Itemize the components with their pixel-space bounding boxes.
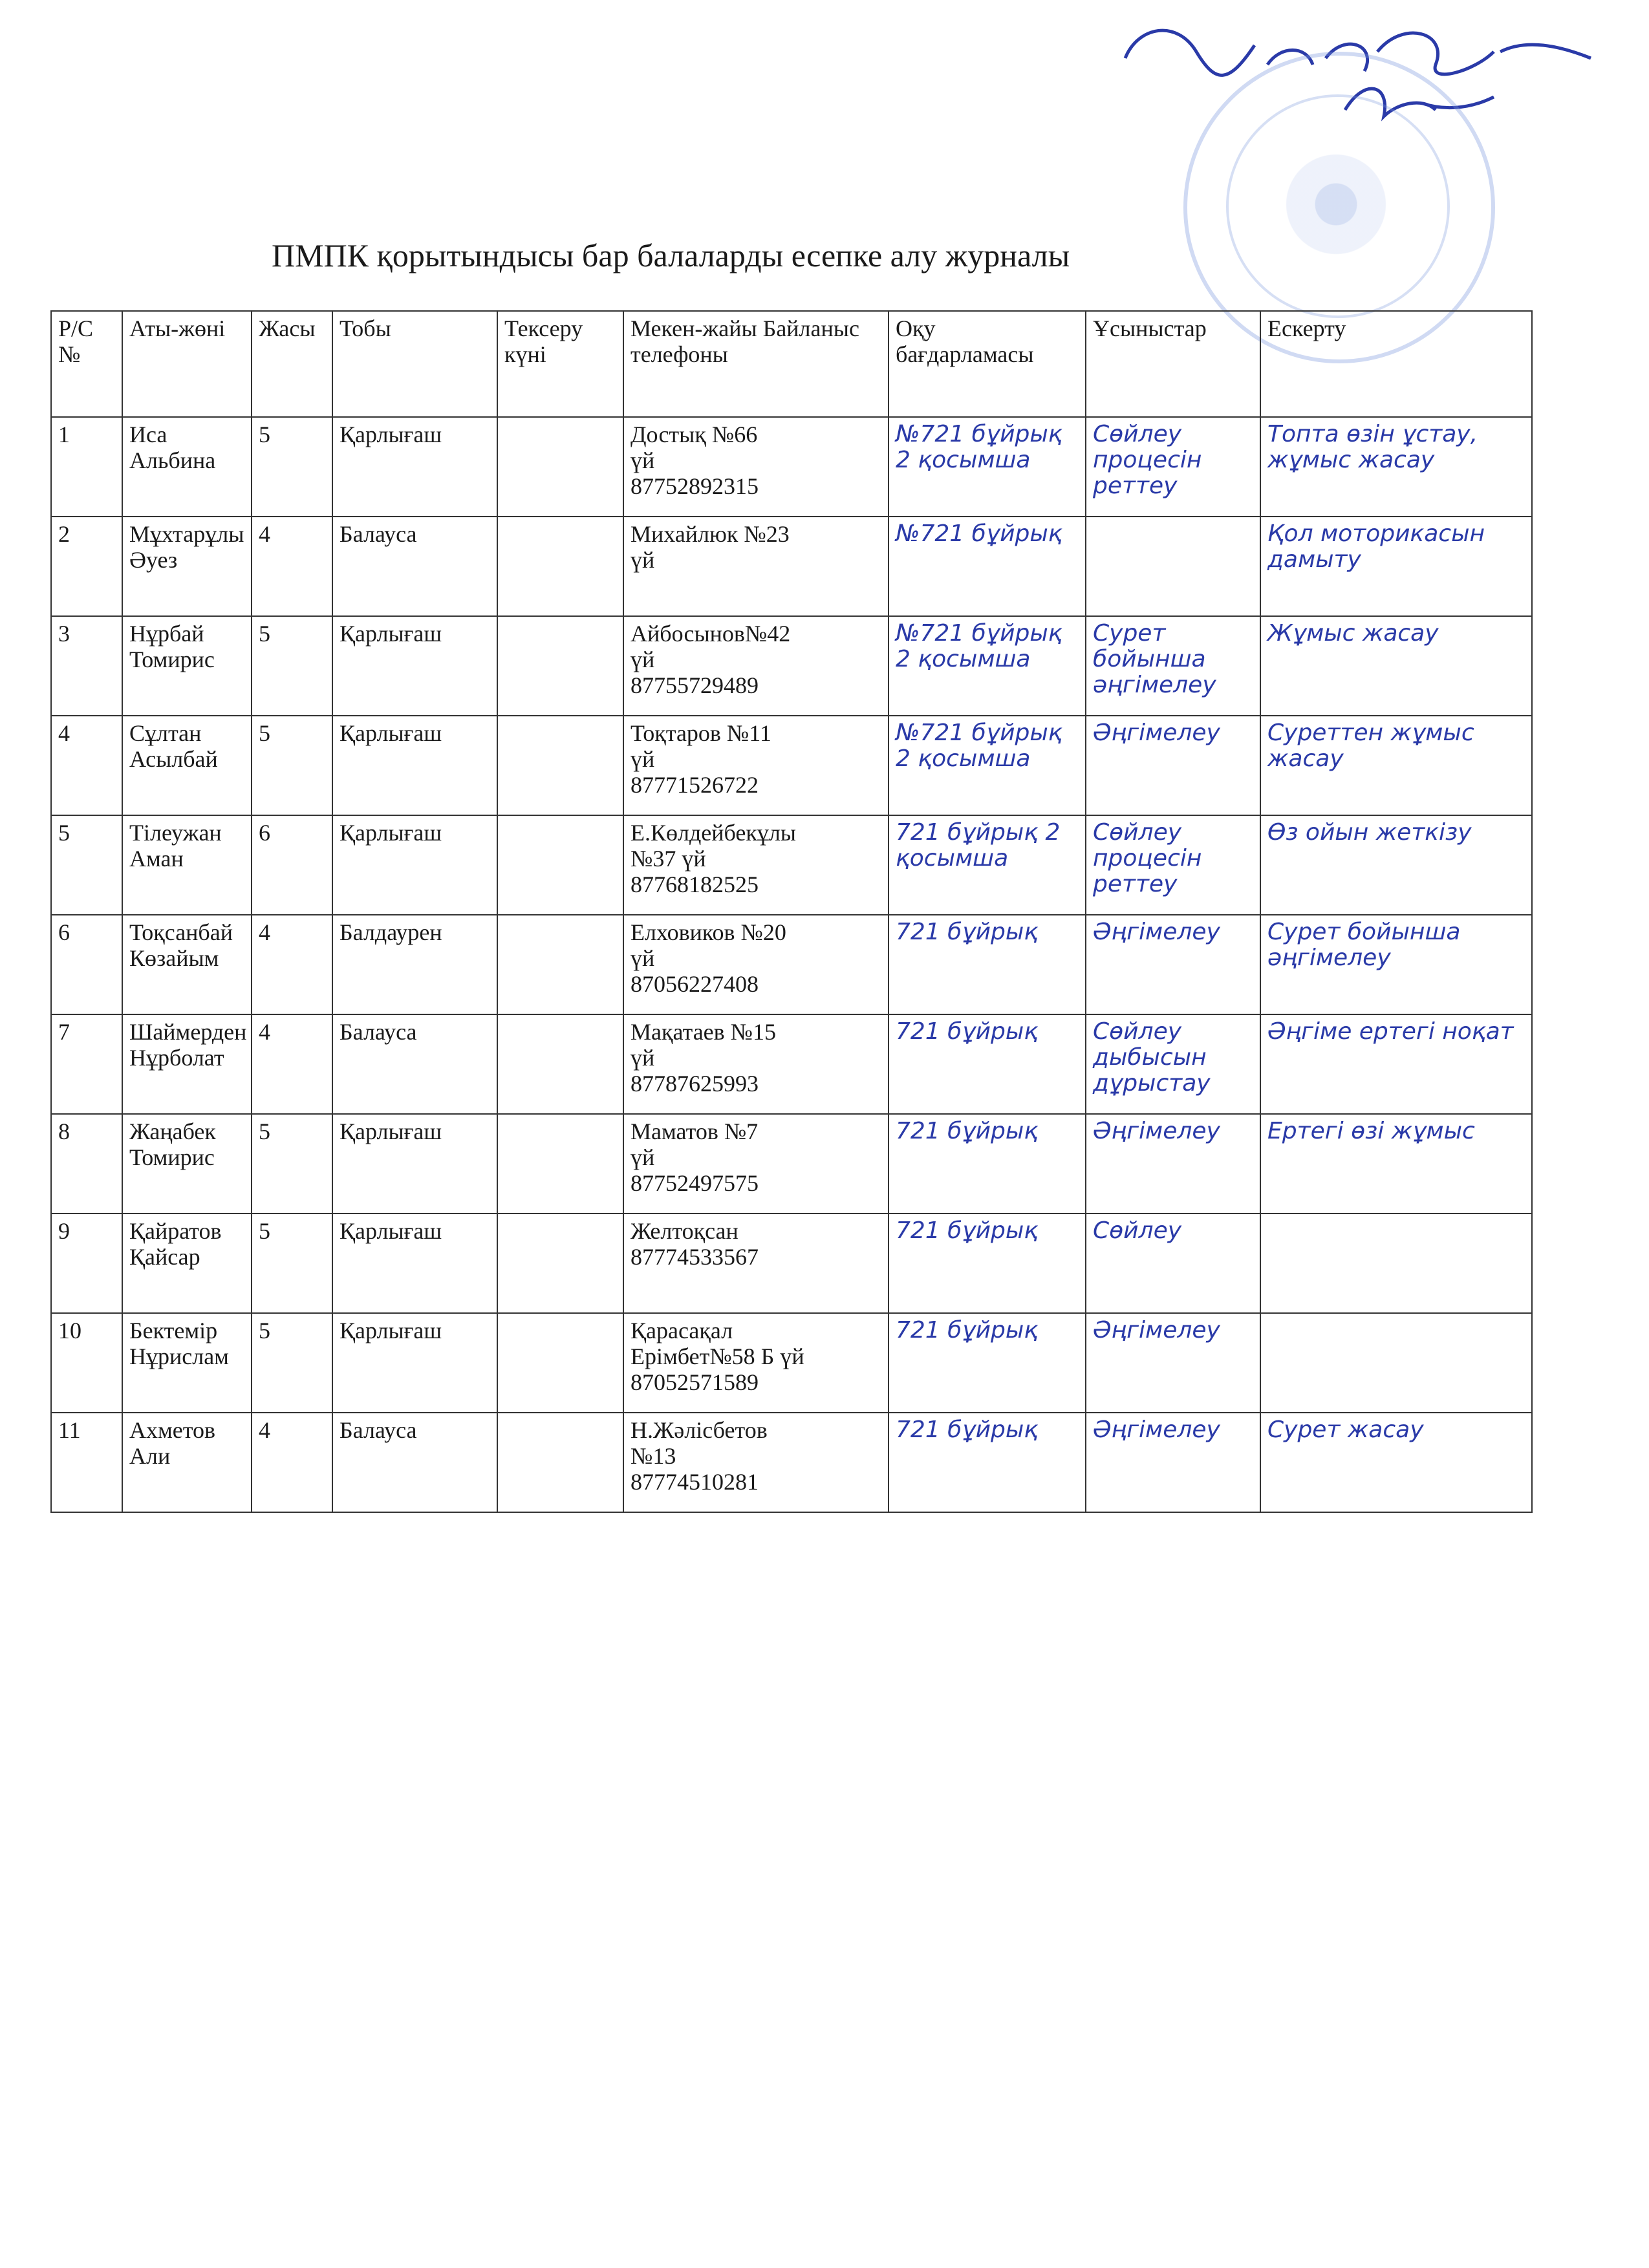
cell-recommendations: Сөйлеу xyxy=(1086,1214,1260,1313)
cell-name: Шаймерден Нұрболат xyxy=(122,1014,252,1114)
cell-address: Е.Көлдейбекұлы №37 үй 87768182525 xyxy=(623,815,889,915)
cell-recommendations: Сөйлеу процесін реттеу xyxy=(1086,417,1260,517)
cell-program: 721 бұйрық xyxy=(889,1214,1086,1313)
cell-notes: Жұмыс жасау xyxy=(1260,616,1532,716)
cell-address: Желтоқсан 87774533567 xyxy=(623,1214,889,1313)
header-name: Аты-жөні xyxy=(122,311,252,417)
cell-number: 1 xyxy=(51,417,122,517)
table-row xyxy=(51,417,1532,517)
cell-notes: Сурет жасау xyxy=(1260,1413,1532,1512)
table-body xyxy=(51,417,1532,1512)
cell-notes: Топта өзін ұстау, жұмыс жасау xyxy=(1260,417,1532,517)
cell-recommendations: Сөйлеу процесін реттеу xyxy=(1086,815,1260,915)
cell-number: 5 xyxy=(51,815,122,915)
cell-notes: Әңгіме ертегі ноқат xyxy=(1260,1014,1532,1114)
cell-number: 2 xyxy=(51,517,122,616)
stamp-emblem-icon xyxy=(1278,146,1394,262)
cell-number: 4 xyxy=(51,716,122,815)
cell-name: Жаңабек Томирис xyxy=(122,1114,252,1214)
header-program: Оқу бағдарламасы xyxy=(889,311,1086,417)
cell-number: 6 xyxy=(51,915,122,1014)
table-row xyxy=(51,1413,1532,1512)
cell-age: 5 xyxy=(252,417,332,517)
table-row xyxy=(51,815,1532,915)
cell-program: 721 бұйрық xyxy=(889,1313,1086,1413)
cell-number: 11 xyxy=(51,1413,122,1512)
cell-age: 5 xyxy=(252,1114,332,1214)
cell-number: 9 xyxy=(51,1214,122,1313)
cell-age: 4 xyxy=(252,915,332,1014)
cell-recommendations xyxy=(1086,517,1260,616)
cell-check-date xyxy=(497,716,623,815)
table-row xyxy=(51,1214,1532,1313)
table-row xyxy=(51,616,1532,716)
cell-group: Қарлығаш xyxy=(332,716,497,815)
cell-recommendations: Әңгімелеу xyxy=(1086,1413,1260,1512)
cell-address: Н.Жәлісбетов №13 87774510281 xyxy=(623,1413,889,1512)
cell-notes xyxy=(1260,1313,1532,1413)
table-row xyxy=(51,1313,1532,1413)
header-age: Жасы xyxy=(252,311,332,417)
cell-notes: Өз ойын жеткізу xyxy=(1260,815,1532,915)
cell-program: 721 бұйрық xyxy=(889,915,1086,1014)
cell-name: Нұрбай Томирис xyxy=(122,616,252,716)
cell-program: 721 бұйрық xyxy=(889,1114,1086,1214)
cell-group: Қарлығаш xyxy=(332,417,497,517)
table-header-row xyxy=(51,311,1532,417)
cell-check-date xyxy=(497,1214,623,1313)
cell-recommendations: Әңгімелеу xyxy=(1086,716,1260,815)
cell-age: 5 xyxy=(252,716,332,815)
cell-notes: Ертегі өзі жұмыс xyxy=(1260,1114,1532,1214)
cell-address: Мақатаев №15 үй 87787625993 xyxy=(623,1014,889,1114)
cell-address: Михайлюк №23 үй xyxy=(623,517,889,616)
cell-group: Қарлығаш xyxy=(332,1313,497,1413)
cell-group: Қарлығаш xyxy=(332,1214,497,1313)
table-row xyxy=(51,517,1532,616)
cell-name: Тоқсанбай Көзайым xyxy=(122,915,252,1014)
cell-group: Балауса xyxy=(332,1014,497,1114)
table-row xyxy=(51,1014,1532,1114)
cell-notes xyxy=(1260,1214,1532,1313)
cell-age: 4 xyxy=(252,1413,332,1512)
header-recommendations: Ұсыныстар xyxy=(1086,311,1260,417)
cell-age: 5 xyxy=(252,1313,332,1413)
cell-recommendations: Сөйлеу дыбысын дұрыстау xyxy=(1086,1014,1260,1114)
cell-age: 4 xyxy=(252,1014,332,1114)
cell-check-date xyxy=(497,915,623,1014)
children-register-table xyxy=(50,310,1533,1513)
cell-address: Маматов №7 үй 87752497575 xyxy=(623,1114,889,1214)
cell-age: 6 xyxy=(252,815,332,915)
table-row xyxy=(51,716,1532,815)
cell-number: 3 xyxy=(51,616,122,716)
cell-group: Балдаурен xyxy=(332,915,497,1014)
cell-group: Қарлығаш xyxy=(332,815,497,915)
cell-name: Бектемір Нұрислам xyxy=(122,1313,252,1413)
header-notes: Ескерту xyxy=(1260,311,1532,417)
cell-check-date xyxy=(497,1413,623,1512)
cell-program: №721 бұйрық 2 қосымша xyxy=(889,417,1086,517)
cell-program: 721 бұйрық xyxy=(889,1413,1086,1512)
cell-address: Елховиков №20 үй 87056227408 xyxy=(623,915,889,1014)
cell-name: Қайратов Қайсар xyxy=(122,1214,252,1313)
cell-notes: Қол моторикасын дамыту xyxy=(1260,517,1532,616)
cell-notes: Суреттен жұмыс жасау xyxy=(1260,716,1532,815)
cell-number: 10 xyxy=(51,1313,122,1413)
cell-age: 5 xyxy=(252,1214,332,1313)
cell-check-date xyxy=(497,815,623,915)
cell-program: №721 бұйрық 2 қосымша xyxy=(889,616,1086,716)
cell-address: Достық №66 үй 87752892315 xyxy=(623,417,889,517)
cell-name: Сұлтан Асылбай xyxy=(122,716,252,815)
cell-group: Қарлығаш xyxy=(332,1114,497,1214)
cell-program: №721 бұйрық xyxy=(889,517,1086,616)
cell-program: 721 бұйрық xyxy=(889,1014,1086,1114)
cell-age: 4 xyxy=(252,517,332,616)
header-address: Мекен-жайы Байланыс телефоны xyxy=(623,311,889,417)
cell-notes: Сурет бойынша әңгімелеу xyxy=(1260,915,1532,1014)
cell-number: 8 xyxy=(51,1114,122,1214)
cell-check-date xyxy=(497,1014,623,1114)
cell-group: Балауса xyxy=(332,1413,497,1512)
cell-check-date xyxy=(497,616,623,716)
cell-number: 7 xyxy=(51,1014,122,1114)
cell-check-date xyxy=(497,417,623,517)
table-row xyxy=(51,1114,1532,1214)
cell-age: 5 xyxy=(252,616,332,716)
cell-group: Қарлығаш xyxy=(332,616,497,716)
cell-address: Тоқтаров №11 үй 87771526722 xyxy=(623,716,889,815)
cell-address: Айбосынов№42 үй 87755729489 xyxy=(623,616,889,716)
cell-program: №721 бұйрық 2 қосымша xyxy=(889,716,1086,815)
cell-check-date xyxy=(497,517,623,616)
cell-address: Қарасақал Ерімбет№58 Б үй 87052571589 xyxy=(623,1313,889,1413)
cell-recommendations: Әңгімелеу xyxy=(1086,915,1260,1014)
cell-name: Мұхтарұлы Әуез xyxy=(122,517,252,616)
cell-recommendations: Әңгімелеу xyxy=(1086,1114,1260,1214)
cell-recommendations: Әңгімелеу xyxy=(1086,1313,1260,1413)
cell-name: Иса Альбина xyxy=(122,417,252,517)
cell-program: 721 бұйрық 2 қосымша xyxy=(889,815,1086,915)
page-title: ПМПК қорытындысы бар балаларды есепке алу журналы xyxy=(272,237,1070,273)
header-group: Тобы xyxy=(332,311,497,417)
table-row xyxy=(51,915,1532,1014)
header-check-date: Тексеру күні xyxy=(497,311,623,417)
cell-name: Ахметов Али xyxy=(122,1413,252,1512)
cell-name: Тілеужан Аман xyxy=(122,815,252,915)
cell-check-date xyxy=(497,1313,623,1413)
header-number: Р/С № xyxy=(51,311,122,417)
cell-recommendations: Сурет бойынша әңгімелеу xyxy=(1086,616,1260,716)
cell-check-date xyxy=(497,1114,623,1214)
cell-group: Балауса xyxy=(332,517,497,616)
